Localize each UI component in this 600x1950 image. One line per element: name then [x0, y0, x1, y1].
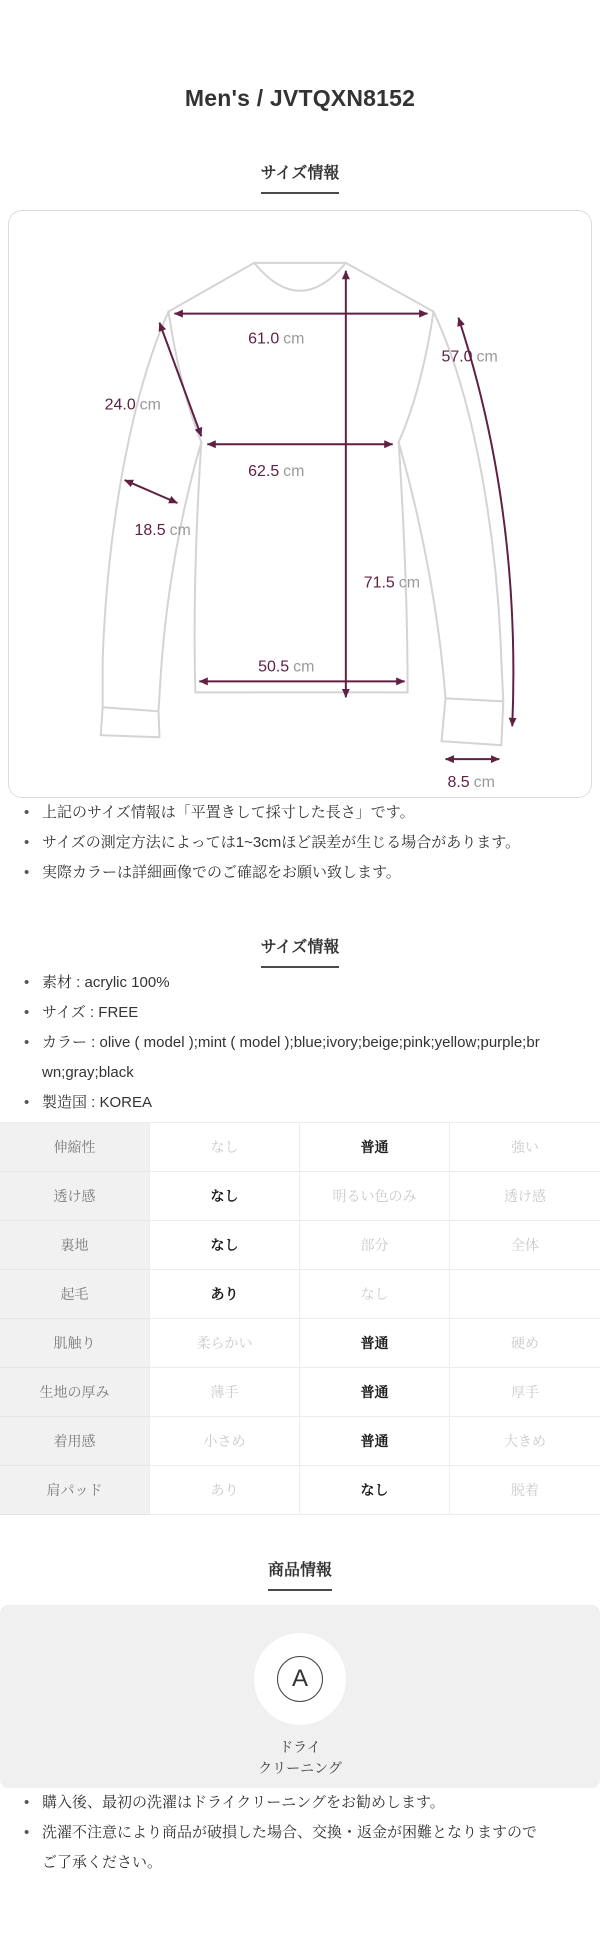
size-diagram-box [8, 210, 592, 798]
detail-list [0, 968, 600, 1118]
attribute-option: あり [150, 1466, 300, 1515]
page-title: Men's / JVTQXN8152 [184, 85, 416, 111]
attribute-option: 部分 [300, 1221, 450, 1270]
attribute-option: 厚手 [450, 1368, 600, 1417]
attribute-option: 普通 [300, 1417, 450, 1466]
measurement-label-cuff-width: 8.5 cm [447, 774, 495, 792]
attribute-option: 普通 [300, 1319, 450, 1368]
attribute-option: 強い [450, 1123, 600, 1172]
product-notes-list [0, 1788, 600, 1878]
care-label: ドライ クリーニング [258, 1739, 342, 1776]
attribute-option: 硬め [450, 1319, 600, 1368]
attribute-option: 普通 [300, 1368, 450, 1417]
detail-section-heading-text: サイズ情報 [261, 938, 340, 968]
dry-cleaning-icon: A [277, 1656, 323, 1702]
care-symbol-badge [254, 1633, 346, 1725]
product-section-heading [0, 1561, 600, 1591]
product-section-heading-text: 商品情報 [268, 1561, 332, 1591]
measure-line-sleeve-width [125, 480, 178, 503]
attribute-option: なし [300, 1270, 450, 1319]
measurement-label-shoulder-width: 61.0 cm [248, 330, 305, 348]
measurement-label-armhole: 24.0 cm [104, 396, 161, 414]
size-note: • サイズの測定方法によっては1~3cmほど誤差が生じる場合があります。 [0, 828, 600, 858]
measure-line-armhole [159, 323, 201, 437]
size-note: • 上記のサイズ情報は「平置きして採寸した長さ」です。 [0, 798, 600, 828]
measurement-label-hem-width: 50.5 cm [258, 658, 315, 676]
product-note: • 購入後、最初の洗濯はドライクリーニングをお勧めします。 [0, 1788, 600, 1818]
size-section-heading [0, 164, 600, 194]
measurement-label-sleeve-width: 18.5 cm [134, 521, 191, 539]
attribute-option: 小さめ [150, 1417, 300, 1466]
attributes-table [0, 1122, 600, 1515]
care-info-box [0, 1605, 600, 1788]
attribute-option: なし [150, 1123, 300, 1172]
detail-item-material: • 素材 : acrylic 100% [0, 968, 600, 998]
attribute-option: 大きめ [450, 1417, 600, 1466]
size-notes-list [0, 798, 600, 888]
detail-item-color: • カラー : olive ( model );mint ( model );blue;ivory;beige;pink;yellow;purple;br wn;gray;black [0, 1028, 600, 1088]
attribute-option: なし [300, 1466, 450, 1515]
attribute-row-label: 伸縮性 [0, 1123, 150, 1172]
attribute-option: 普通 [300, 1123, 450, 1172]
measurement-label-total-length: 71.5 cm [363, 574, 421, 592]
attribute-row-label: 着用感 [0, 1417, 150, 1466]
attribute-row-label: 起毛 [0, 1270, 150, 1319]
attribute-row-label: 透け感 [0, 1172, 150, 1221]
detail-section-heading [0, 938, 600, 968]
size-note: • 実際カラーは詳細画像でのご確認をお願い致します。 [0, 858, 600, 888]
measurement-label-chest-width: 62.5 cm [248, 463, 305, 481]
attribute-option: なし [150, 1172, 300, 1221]
attribute-option: 明るい色のみ [300, 1172, 450, 1221]
attribute-row-label: 肩パッド [0, 1466, 150, 1515]
attribute-row-label: 肌触り [0, 1319, 150, 1368]
attribute-option [450, 1270, 600, 1319]
attribute-option: 透け感 [450, 1172, 600, 1221]
attribute-option: 薄手 [150, 1368, 300, 1417]
attribute-row-label: 生地の厚み [0, 1368, 150, 1417]
attribute-option: なし [150, 1221, 300, 1270]
size-diagram [9, 211, 591, 797]
detail-item-size: • サイズ : FREE [0, 998, 600, 1028]
attribute-option: あり [150, 1270, 300, 1319]
size-section-heading-text: サイズ情報 [261, 164, 340, 194]
attribute-option: 全体 [450, 1221, 600, 1270]
attribute-option: 柔らかい [150, 1319, 300, 1368]
measurement-label-sleeve-length: 57.0 cm [441, 348, 498, 366]
product-note: • 洗濯不注意により商品が破損した場合、交換・返金が困難となりますので ご了承ください。 [0, 1818, 600, 1878]
attribute-row-label: 裏地 [0, 1221, 150, 1270]
attribute-option: 脱着 [450, 1466, 600, 1515]
detail-item-country: • 製造国 : KOREA [0, 1088, 600, 1118]
measure-line-sleeve-length [458, 318, 513, 727]
